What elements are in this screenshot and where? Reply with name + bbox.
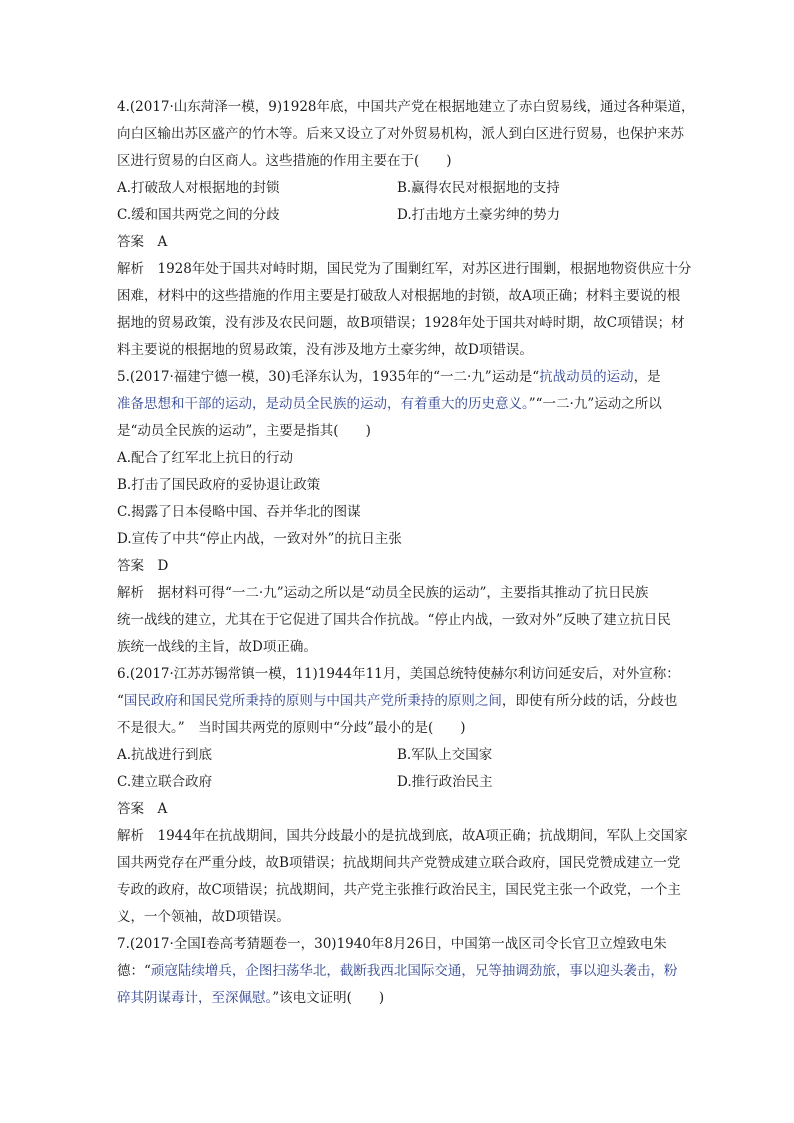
option-c: C.建立联合政府 <box>117 774 213 790</box>
option-a: A.打破敌人对根据地的封锁 <box>117 180 280 196</box>
question-stem-line <box>117 364 702 391</box>
option-b: B.打击了国民政府的妥协退让政策 <box>117 477 321 493</box>
document-page <box>117 94 702 1012</box>
option-c: C.缓和国共两党之间的分歧 <box>117 207 280 223</box>
question-stem-line: 区进行贸易的白区商人。这些措施的作用主要在于( ) <box>117 153 452 169</box>
question-7 <box>117 931 702 1012</box>
quoted-text: 碎其阴谋毒计，至深佩慰。 <box>117 990 273 1006</box>
question-stem-line: 是“动员全民族的运动”，主要是指其( ) <box>117 423 371 439</box>
option-c: C.揭露了日本侵略中国、吞并华北的图谋 <box>117 504 361 520</box>
quoted-text: 准备思想和干部的运动，是动员全民族的运动，有着重大的历史意义。 <box>117 396 529 412</box>
options-row <box>117 202 702 229</box>
quoted-text: 抗战动员的运动 <box>539 369 634 385</box>
analysis-line: 困难，材料中的这些措施的作用主要是打破敌人对根据地的封锁，故A项正确；材料主要说的根 <box>117 288 681 304</box>
analysis-line: 国共两党存在严重分歧，故B项错误；抗战期间共产党赞成建立联合政府，国民党赞成建立一党 <box>117 855 681 871</box>
question-5 <box>117 364 702 661</box>
answer-line: 答案 A <box>117 801 168 817</box>
stem-text: 德：“ <box>117 963 151 979</box>
stem-text: ，是 <box>633 369 661 385</box>
answer-line: 答案 D <box>117 558 169 574</box>
analysis-line: 族统一战线的主旨，故D项正确。 <box>117 639 317 655</box>
option-a: A.抗战进行到底 <box>117 747 213 763</box>
question-6 <box>117 661 702 931</box>
stem-text: ，即使有所分歧的话，分歧也 <box>501 693 678 709</box>
analysis-line: 解析 1944年在抗战期间，国共分歧最小的是抗战到底，故A项正确；抗战期间，军队上交国家 <box>117 828 688 844</box>
option-a: A.配合了红军北上抗日的行动 <box>117 450 294 466</box>
option-b: B.赢得农民对根据地的支持 <box>397 180 560 196</box>
analysis-line: 料主要说的根据地的贸易政策，没有涉及地方土豪劣绅，故D项错误。 <box>117 342 533 358</box>
analysis-line: 解析 据材料可得“一二·九”运动之所以是“动员全民族的运动”，主要指其推动了抗日民族 <box>117 585 649 601</box>
stem-text: 5.(2017·福建宁德一模，30)毛泽东认为，1935年的“一二·九”运动是“ <box>117 369 540 385</box>
question-stem-line: 4.(2017·山东菏泽一模，9)1928年底，中国共产党在根据地建立了赤白贸易线，通过各种渠道， <box>117 99 695 115</box>
analysis-line: 义，一个领袖，故D项错误。 <box>117 909 290 925</box>
option-b: B.军队上交国家 <box>397 747 493 763</box>
option-d: D.打击地方土豪劣绅的势力 <box>397 207 561 223</box>
analysis-line: 专政的政府，故C项错误；抗战期间，共产党主张推行政治民主，国民党主张一个政党，一个主 <box>117 882 681 898</box>
analysis-line: 解析 1928年处于国共对峙时期，国民党为了围剿红军，对苏区进行围剿，根据地物资供应十分 <box>117 261 692 277</box>
question-stem-line: 向白区输出苏区盛产的竹木等。后来又设立了对外贸易机构，派人到白区进行贸易，也保护来苏 <box>117 126 684 142</box>
question-stem-line <box>117 985 702 1012</box>
answer-line: 答案 A <box>117 234 168 250</box>
question-stem-line <box>117 391 702 418</box>
question-4 <box>117 94 702 364</box>
quoted-text: 顽寇陆续增兵，企图扫荡华北，截断我西北国际交通，兄等抽调劲旅，事以迎头袭击，粉 <box>150 963 678 979</box>
question-stem-line <box>117 958 702 985</box>
option-d: D.宣传了中共“停止内战，一致对外”的抗日主张 <box>117 531 402 547</box>
options-row <box>117 769 702 796</box>
quoted-text: 国民政府和国民党所秉持的原则与中国共产党所秉持的原则之间 <box>123 693 502 709</box>
stem-text: ”“一二·九”运动之所以 <box>528 396 662 412</box>
analysis-line: 统一战线的建立，尤其在于它促进了国共合作抗战。“停止内战，一致对外”反映了建立抗日民 <box>117 612 671 628</box>
stem-text: ”该电文证明( ) <box>272 990 385 1006</box>
analysis-line: 据地的贸易政策，没有涉及农民问题，故B项错误；1928年处于国共对峙时期，故C项错误；材 <box>117 315 685 331</box>
options-row <box>117 742 702 769</box>
question-stem-line: 不是很大。” 当时国共两党的原则中“分歧”最小的是( ) <box>117 720 466 736</box>
options-row <box>117 175 702 202</box>
question-stem-line <box>117 688 702 715</box>
question-stem-line: 7.(2017·全国Ⅰ卷高考猜题卷一，30)1940年8月26日，中国第一战区司令长官卫立煌致电朱 <box>117 936 667 952</box>
option-d: D.推行政治民主 <box>397 774 493 790</box>
question-stem-line: 6.(2017·江苏苏锡常镇一模，11)1944年11月，美国总统特使赫尔利访问延安后，对外宣称： <box>117 666 680 682</box>
stem-text: “ <box>117 693 124 709</box>
